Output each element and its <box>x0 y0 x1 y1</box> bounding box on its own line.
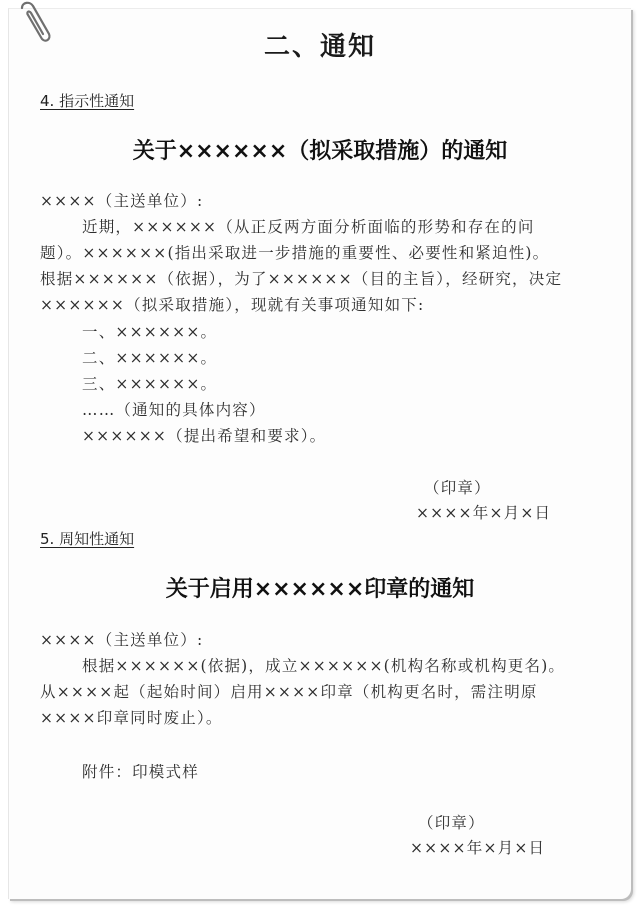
notice-title-directive: 关于××××××（拟采取措施）的通知 <box>132 139 508 164</box>
seal-label: （印章） <box>418 814 485 832</box>
list-item: 二、××××××。 <box>82 349 218 367</box>
date-line: ××××年×月×日 <box>410 839 546 857</box>
section-heading-directive: 4. 指示性通知 <box>40 92 135 110</box>
list-item: ××××××（提出希望和要求）。 <box>82 427 327 445</box>
body-line: ××××印章同时废止）。 <box>40 709 223 727</box>
body-line: 根据××××××(依据)，成立××××××(机构名称或机构更名)。 <box>82 657 566 675</box>
body-line: 从××××起（起始时间）启用××××印章（机构更名时，需注明原 <box>40 683 538 701</box>
body-line: 近期，××××××（从正反两方面分析面临的形势和存在的问 <box>82 218 535 236</box>
body-line: 题）。××××××(指出采取进一步措施的重要性、必要性和紧迫性)。 <box>40 244 550 262</box>
main-title: 二、通知 <box>263 32 376 62</box>
body-line: 根据××××××（依据），为了××××××（目的主旨），经研究，决定 <box>40 270 563 288</box>
recipient-line: ××××（主送单位）: <box>40 192 204 210</box>
body-line: ××××××（拟采取措施），现就有关事项通知如下: <box>40 296 425 314</box>
attachment-line: 附件：印模式样 <box>82 763 199 781</box>
recipient-line: ××××（主送单位）: <box>40 631 204 649</box>
date-line: ××××年×月×日 <box>416 504 552 522</box>
seal-label: （印章） <box>424 479 491 497</box>
list-item: 一、××××××。 <box>82 323 218 341</box>
section-heading-circular: 5. 周知性通知 <box>40 530 135 548</box>
notice-title-circular: 关于启用××××××印章的通知 <box>165 577 475 602</box>
list-item: ……（通知的具体内容） <box>82 401 266 419</box>
list-item: 三、××××××。 <box>82 375 218 393</box>
